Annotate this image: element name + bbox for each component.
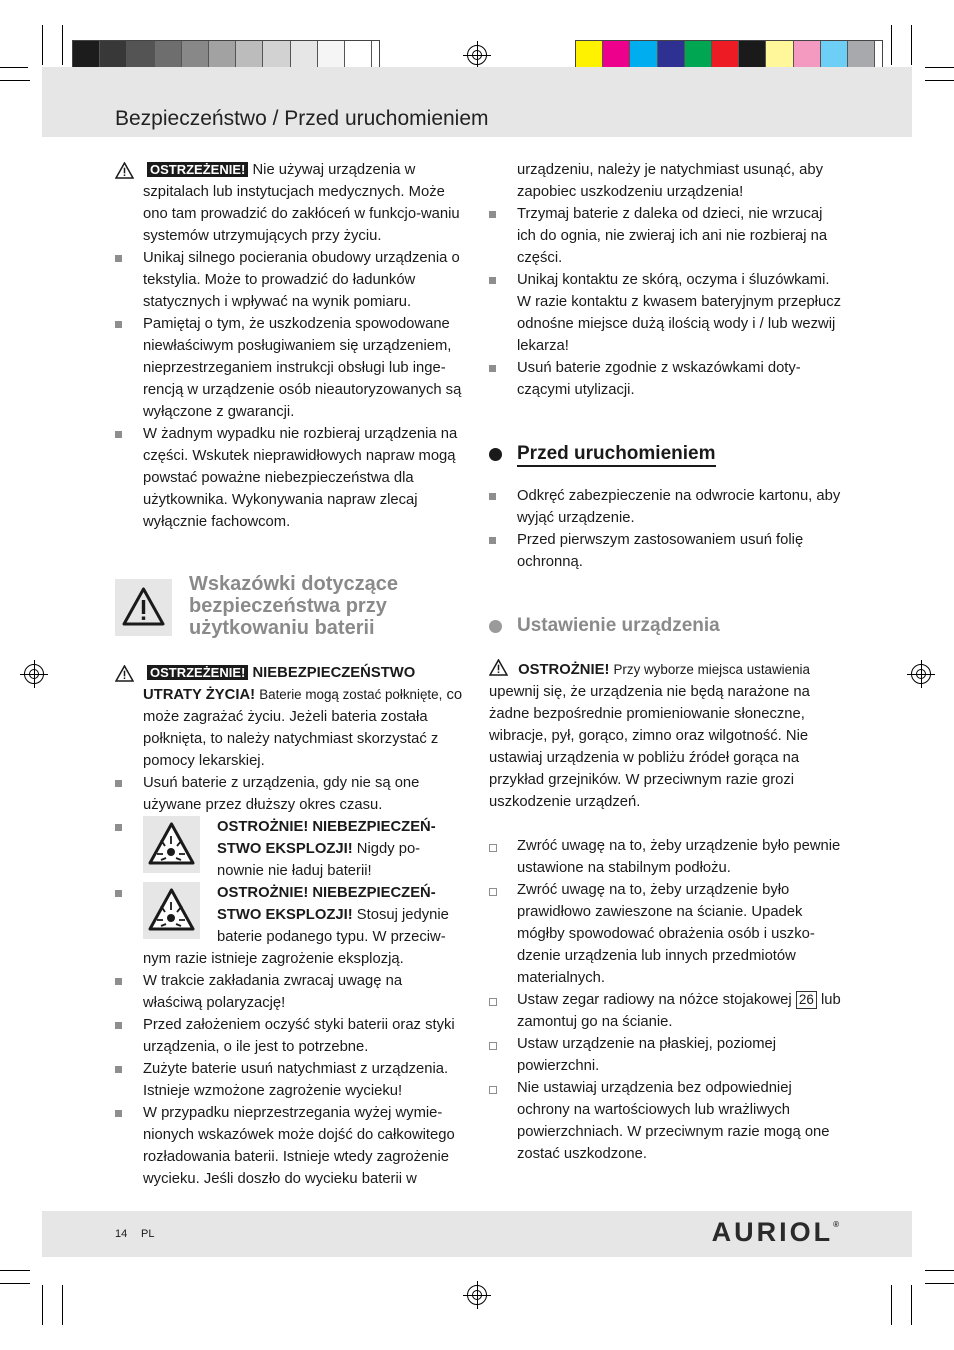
warning-text-small: Baterie mogą zostać połknięte,: [259, 687, 443, 702]
color-swatch: [127, 41, 154, 69]
list-item: [115, 1102, 465, 1190]
danger-label: NIEBEZPIECZEŃSTWO UTRATY ŻYCIA!: [143, 665, 416, 703]
list-item: [489, 269, 844, 357]
section-heading-setup: [489, 615, 844, 637]
checkbox-square-icon: [489, 844, 497, 852]
bullet-square-icon: [115, 1022, 122, 1029]
color-swatch: [848, 41, 875, 69]
caution-label: OSTROŻNIE!: [518, 662, 610, 678]
checklist-item: [489, 1033, 844, 1077]
language-code: PL: [141, 1228, 155, 1240]
explosion-warning-text: Stosuj jedynie baterie podanego typu. W przeciw-: [217, 907, 449, 945]
list-item-text: Usuń baterie zgodnie z wskazówkami doty-czącymi utylizacji.: [517, 360, 801, 398]
bullet-square-icon: [115, 1066, 122, 1073]
crop-mark: [891, 25, 892, 65]
list-item-text: Ustaw urządzenie na płaskiej, poziomej powierzchni.: [517, 1036, 777, 1074]
crop-mark: [0, 1270, 30, 1271]
left-column-battery: [115, 662, 465, 1190]
warning-paragraph: [115, 662, 465, 772]
registration-mark-icon: [467, 45, 487, 65]
crop-mark: [911, 25, 912, 65]
explosion-hazard-icon: [143, 816, 200, 873]
list-item-text: Odkręć zabezpieczenie na odwrocie kartonu, aby wyjąć urządzenie.: [517, 488, 841, 526]
checkbox-square-icon: [489, 998, 497, 1006]
warning-triangle-icon: [115, 162, 134, 179]
list-item: [489, 485, 844, 529]
checkbox-square-icon: [489, 1086, 497, 1094]
color-swatch: [236, 41, 263, 69]
section-dot-icon: [489, 448, 502, 461]
color-swatch: [821, 41, 848, 69]
color-swatch: [739, 41, 766, 69]
color-swatch: [630, 41, 657, 69]
warning-paragraph: [115, 159, 465, 247]
bullet-square-icon: [115, 255, 122, 262]
color-swatch: [291, 41, 318, 69]
checklist-item: [489, 835, 844, 879]
crop-mark: [62, 1285, 63, 1325]
explosion-warning-label: OSTROŻNIE! NIEBEZPIECZEŃ-STWO EKSPLOZJI!: [217, 885, 436, 923]
registration-mark-icon: [911, 664, 931, 684]
bullet-square-icon: [115, 890, 122, 897]
color-swatch: [263, 41, 290, 69]
crop-mark: [0, 80, 30, 81]
section-dot-icon: [489, 620, 502, 633]
crop-mark: [925, 1270, 954, 1271]
list-item-text: Pamiętaj o tym, że uszkodzenia spowodowane niewłaściwym posługiwaniem się urządzeniem, nieprzestrzeganiem instrukcji obsługi lub inge-rencją w urządzenie osób nieautoryzowanych są wyłączone z gwarancji.: [143, 316, 462, 420]
warning-tag: OSTRZEŻENIE!: [147, 162, 248, 177]
list-item-text: Trzymaj baterie z daleka od dzieci, nie wrzucaj ich do ognia, nie zwieraj ich ani nie rozbieraj na części.: [517, 206, 828, 266]
crop-mark: [891, 1285, 892, 1325]
page-number: 14: [115, 1228, 128, 1240]
color-swatch: [603, 41, 630, 69]
bullet-square-icon: [489, 365, 496, 372]
color-swatch: [766, 41, 793, 69]
list-item-text: Unikaj silnego pocierania obudowy urządzenia o tekstylia. Może to prowadzić do ładunków statycznych i wpływać na wynik pomiaru.: [143, 250, 460, 310]
registered-mark: ®: [833, 1220, 839, 1229]
gray-calibration-strip: [72, 40, 380, 70]
checkbox-square-icon: [489, 1042, 497, 1050]
bullet-square-icon: [115, 321, 122, 328]
color-swatch: [155, 41, 182, 69]
list-item-text: W przypadku nieprzestrzegania wyżej wymie-nionych wskazówek może dojść do całkowitego rozładowania baterii. Istnieje wtedy zagrożenie wycieku. Jeśli doszło do wycieku baterii w: [143, 1105, 455, 1187]
right-column: [489, 159, 844, 1165]
caution-text: upewnij się, że urządzenia nie będą narażone na żadne bezpośrednie promieniowanie słoneczne, wibracje, pył, gorąco, zimno oraz wilgotność. Nie ustawiaj urządzenia w pobliżu źródeł gorąca na przykład grzejników. W przeciwnym razie grozi uszkodzenie urządzeń.: [489, 684, 810, 810]
list-item: [115, 772, 465, 816]
page-title: Bezpieczeństwo / Przed uruchomieniem: [115, 107, 489, 130]
color-swatch: [685, 41, 712, 69]
explosion-warning-item: [115, 882, 465, 948]
explosion-warning-label: OSTROŻNIE! NIEBEZPIECZEŃ-STWO EKSPLOZJI!: [217, 819, 436, 857]
section-heading-text: Przed uruchomieniem: [517, 443, 716, 467]
list-item-text: Unikaj kontaktu ze skórą, oczyma i śluzówkami. W razie kontaktu z kwasem bateryjnym przepłucz odnośne miejsce dużą ilością wody i / lub wezwij lekarza!: [517, 272, 841, 354]
color-calibration-strip: [575, 40, 883, 70]
color-swatch: [318, 41, 345, 69]
color-swatch: [712, 41, 739, 69]
list-item-text: Zwróć uwagę na to, żeby urządzenie było pewnie ustawione na stabilnym podłożu.: [517, 838, 841, 876]
list-item: [489, 203, 844, 269]
warning-tag: OSTRZEŻENIE!: [147, 665, 248, 680]
list-item: [489, 357, 844, 401]
checklist-item: [489, 989, 844, 1033]
warning-triangle-icon: [115, 579, 172, 636]
crop-mark: [925, 80, 954, 81]
list-item-text: Nie ustawiaj urządzenia bez odpowiedniej ochrony na wartościowych lub wrażliwych powierzchniach. W przeciwnym razie mogą one zostać uszkodzone.: [517, 1080, 830, 1162]
bullet-square-icon: [489, 537, 496, 544]
list-item: [115, 423, 465, 533]
color-swatch: [658, 41, 685, 69]
color-swatch: [345, 41, 372, 69]
battery-safety-heading: Wskazówki dotyczące bezpieczeństwa przy użytkowaniu baterii: [189, 573, 398, 639]
list-item: [115, 970, 465, 1014]
brand-name: AURIOL: [711, 1217, 834, 1247]
explosion-hazard-icon: [143, 882, 200, 939]
color-swatch: [73, 41, 100, 69]
list-item-text: Usuń baterie z urządzenia, gdy nie są one używane przez dłuższy okres czasu.: [143, 775, 420, 813]
crop-mark: [62, 25, 63, 65]
warning-text: co może zagrażać życiu. Jeżeli bateria została połknięta, to należy natychmiast skorzystać z pomocy lekarskiej.: [143, 687, 463, 769]
bullet-square-icon: [489, 493, 496, 500]
list-item-text: Przed założeniem oczyść styki baterii oraz styki urządzenia, o ile jest to potrzebne.: [143, 1017, 455, 1055]
explosion-warning-text: Nigdy po-nownie nie ładuj baterii!: [217, 841, 421, 879]
crop-mark: [0, 67, 28, 68]
bullet-square-icon: [489, 277, 496, 284]
crop-mark: [925, 1283, 954, 1284]
part-reference-badge: 26: [796, 991, 817, 1009]
section-heading-text: Ustawienie urządzenia: [517, 615, 720, 636]
brand-logo: [712, 1217, 839, 1248]
checklist-item: [489, 879, 844, 989]
list-item-text: lub zamontuj go na ścianie.: [517, 992, 841, 1030]
explosion-warning-item: [115, 816, 465, 882]
color-swatch: [794, 41, 821, 69]
crop-mark: [42, 25, 43, 65]
list-item: [489, 529, 844, 573]
battery-warning-box: [115, 579, 172, 636]
list-item-text: Ustaw zegar radiowy na nóżce stojakowej: [517, 992, 792, 1008]
crop-mark: [925, 67, 954, 68]
list-item-text: Zwróć uwagę na to, żeby urządzenie było prawidłowo zawieszone na ścianie. Upadek mógłby spowodować obrażenia osób i uszko-dzenie urządzenia lub innych przedmiotów materialnych.: [517, 882, 815, 986]
list-item-text: W żadnym wypadku nie rozbieraj urządzenia na części. Wskutek nieprawidłowych napraw mogą powstać poważne niebezpieczeństwa dla użytkownika. Wykonywania napraw zlecaj wyłącznie fachowcom.: [143, 426, 458, 530]
bullet-square-icon: [115, 1110, 122, 1117]
list-item: [115, 1014, 465, 1058]
bullet-square-icon: [489, 211, 496, 218]
caution-paragraph: [489, 659, 844, 813]
list-item-text: Zużyte baterie usuń natychmiast z urządzenia. Istnieje wzmożone zagrożenie wycieku!: [143, 1061, 449, 1099]
list-item-continuation: urządzeniu, należy je natychmiast usunąć, aby zapobiec uszkodzeniu urządzenia!: [517, 162, 823, 200]
color-swatch: [100, 41, 127, 69]
warning-triangle-icon: [115, 665, 134, 682]
checkbox-square-icon: [489, 888, 497, 896]
bullet-square-icon: [115, 780, 122, 787]
warning-text: Nie używaj urządzenia w szpitalach lub instytucjach medycznych. Może ono tam prowadzić do zakłóceń w funkcjo-waniu systemów utrzymujących przy życiu.: [143, 162, 460, 244]
crop-mark: [0, 1283, 30, 1284]
bullet-square-icon: [115, 978, 122, 985]
color-swatch: [209, 41, 236, 69]
list-item: [115, 313, 465, 423]
registration-mark-icon: [24, 664, 44, 684]
left-column: [115, 159, 465, 533]
header-band: [42, 67, 912, 137]
list-item: [115, 1058, 465, 1102]
color-swatch: [576, 41, 603, 69]
warning-triangle-icon: [489, 659, 508, 676]
checklist-item: [489, 1077, 844, 1165]
bullet-square-icon: [115, 431, 122, 438]
crop-mark: [42, 1285, 43, 1325]
color-swatch: [182, 41, 209, 69]
list-item-text: W trakcie zakładania zwracaj uwagę na właściwą polaryzację!: [143, 973, 403, 1011]
caution-lead: Przy wyborze miejsca ustawienia: [613, 662, 810, 677]
list-item: [115, 247, 465, 313]
registration-mark-icon: [467, 1285, 487, 1305]
list-item-text: Przed pierwszym zastosowaniem usuń folię ochronną.: [517, 532, 804, 570]
section-heading-startup: [489, 443, 844, 465]
explosion-warning-continuation: nym razie istnieje zagrożenie eksplozją.: [143, 951, 404, 967]
crop-mark: [911, 1285, 912, 1325]
footer-band: [42, 1211, 912, 1257]
bullet-square-icon: [115, 824, 122, 831]
